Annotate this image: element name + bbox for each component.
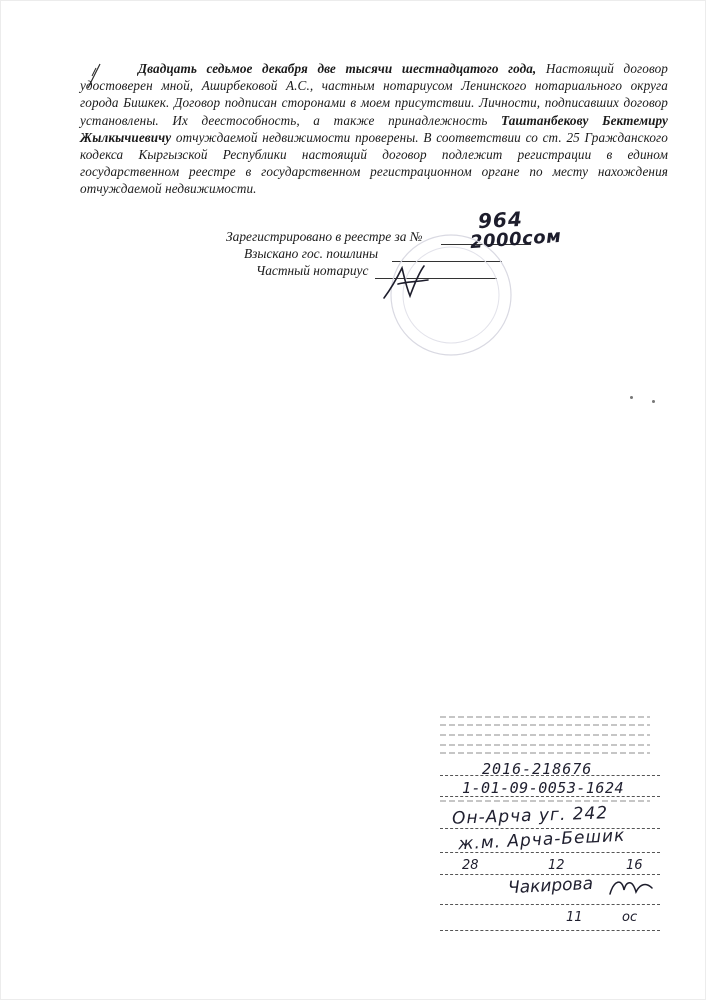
- scan-speck: [630, 396, 633, 399]
- stamp-rule: [440, 904, 660, 905]
- certification-date: Двадцать седьмое декабря две тысячи шестнадцатого года,: [138, 61, 537, 76]
- notary-label: Частный нотариус: [256, 263, 369, 278]
- stamp-faded-text-line: [440, 752, 650, 754]
- state-fee-label: Взыскано гос. пошлины: [244, 246, 379, 261]
- stamp-date-month: 12: [548, 858, 565, 873]
- stamp-rule: [440, 930, 660, 931]
- stamp-bottom-value-a: 11: [566, 910, 583, 925]
- stamp-faded-text-line: [440, 800, 650, 802]
- stamp-faded-text-line: [440, 716, 650, 718]
- stamp-faded-text-line: [440, 724, 650, 726]
- registry-number-label: Зарегистрировано в реестре за №: [226, 229, 423, 244]
- stamp-address-line-1: Он-Арча уг. 242: [451, 803, 609, 829]
- stamp-registrar-signature: [606, 872, 656, 902]
- certification-text-end: отчуждаемой недвижимости проверены. В соответствии со ст. 25 Гражданского кодекса Кыргызской Республики настоящий договор подлежит регистрации в едином государственном реестре в государственном регистрационном органе по месту нахождения отчуждаемой недвижимости.: [80, 129, 668, 197]
- notary-signature: [380, 262, 440, 302]
- registry-number-handwritten: 964: [477, 206, 524, 234]
- stamp-bottom-value-b: ос: [622, 910, 638, 925]
- stamp-address-line-2: ж.м. Арча-Бешик: [457, 825, 626, 855]
- state-fee-handwritten: 2000сом: [469, 225, 562, 254]
- stamp-date-day: 28: [462, 858, 479, 873]
- stamp-registrar-name: Чакирова: [507, 873, 594, 899]
- notarial-certification-paragraph: [80, 60, 668, 198]
- stamp-faded-text-line: [440, 734, 650, 736]
- stamp-registration-number: 2016-218676: [482, 760, 593, 778]
- stamp-date-year: 16: [626, 858, 643, 873]
- certification-text: Настоящий договор удостоверен мной, Аширбековой А.С., частным нотариусом Ленинского нотариального округа города Бишкек. Договор подписан сторонами в моем присутствии. Личности, подписавших договор установлены. Их деестособность, а также принадлежность: [80, 61, 668, 128]
- scan-speck: [652, 400, 655, 403]
- stamp-faded-text-line: [440, 744, 650, 746]
- party-name: Таштанбекову Бектемиру Жылкычиевичу: [80, 112, 668, 145]
- stamp-property-code: 1-01-09-0053-1624: [462, 779, 625, 797]
